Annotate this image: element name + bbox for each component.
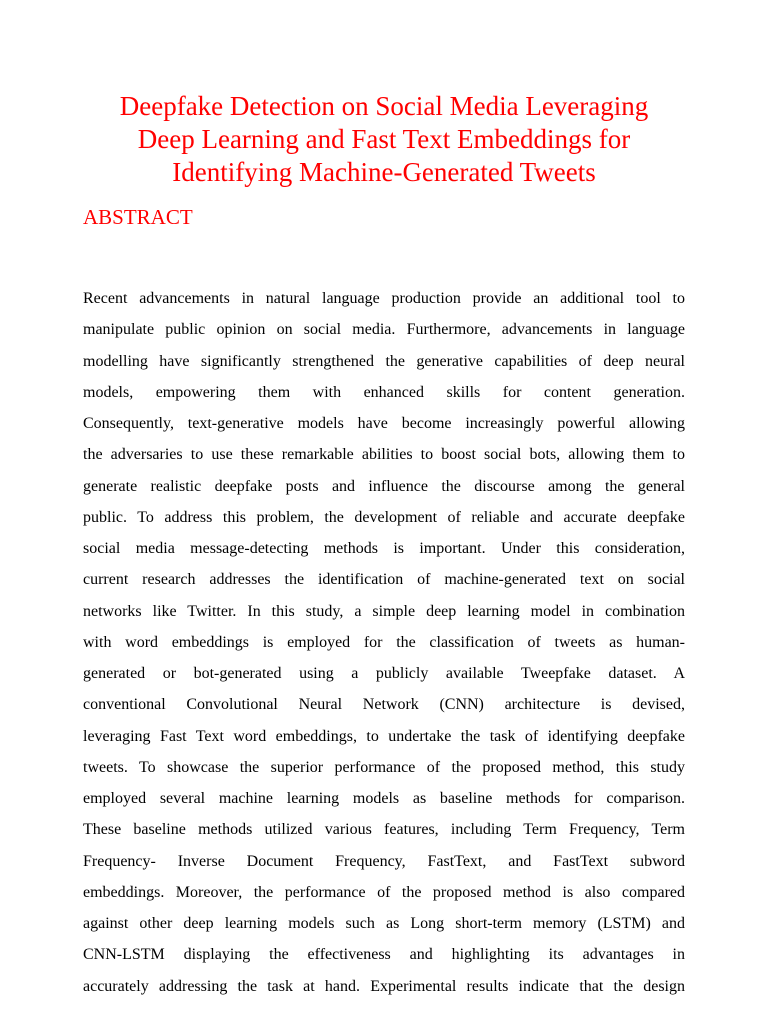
abstract-line: accurately addressing the task at hand. Experimental results indicate that the design — [83, 977, 685, 995]
abstract-line: These baseline methods utilized various features, including Term Frequency, Term — [83, 821, 685, 839]
abstract-line: with word embeddings is employed for the classification of tweets as human- — [83, 633, 685, 651]
paper-title-line: Identifying Machine-Generated Tweets — [172, 157, 596, 187]
paper-title — [70, 90, 698, 189]
abstract-line: against other deep learning models such as Long short-term memory (LSTM) and — [83, 915, 685, 932]
abstract-line: models, empowering them with enhanced skills for content generation. — [83, 383, 685, 401]
abstract-line: Recent advancements in natural language production provide an additional tool to — [83, 290, 685, 307]
abstract-line: employed several machine learning models as baseline methods for comparison. — [83, 790, 685, 807]
paper-title-line: Deepfake Detection on Social Media Leveraging — [119, 91, 649, 121]
paper-title-line: Deep Learning and Fast Text Embeddings for — [137, 124, 631, 154]
abstract-line: modelling have significantly strengthened the generative capabilities of deep neural — [83, 352, 685, 370]
abstract-line: tweets. To showcase the superior performance of the proposed method, this study — [83, 758, 685, 776]
abstract-line: generated or bot-generated using a publicly available Tweepfake dataset. A — [83, 665, 685, 682]
abstract-line: CNN-LSTM displaying the effectiveness and highlighting its advantages in — [83, 946, 685, 964]
abstract-line: the adversaries to use these remarkable abilities to boost social bots, allowing them to — [83, 446, 685, 464]
abstract-line: conventional Convolutional Neural Network (CNN) architecture is devised, — [83, 696, 685, 714]
abstract-line: current research addresses the identification of machine-generated text on social — [83, 571, 685, 589]
abstract-line: generate realistic deepfake posts and influence the discourse among the general — [83, 477, 685, 495]
abstract-line: embeddings. Moreover, the performance of the proposed method is also compared — [83, 883, 685, 901]
abstract-line: Consequently, text-generative models have become increasingly powerful allowing — [83, 415, 685, 432]
abstract-heading: ABSTRACT — [83, 205, 193, 229]
abstract-body — [83, 283, 685, 1002]
abstract-line: networks like Twitter. In this study, a simple deep learning model in combination — [83, 602, 685, 620]
abstract-line: public. To address this problem, the development of reliable and accurate deepfake — [83, 508, 685, 526]
abstract-line: manipulate public opinion on social media. Furthermore, advancements in language — [83, 321, 685, 339]
abstract-line: leveraging Fast Text word embeddings, to undertake the task of identifying deepfake — [83, 727, 685, 745]
abstract-line: Frequency- Inverse Document Frequency, FastText, and FastText subword — [83, 852, 685, 870]
abstract-line: social media message-detecting methods is important. Under this consideration, — [83, 540, 685, 557]
